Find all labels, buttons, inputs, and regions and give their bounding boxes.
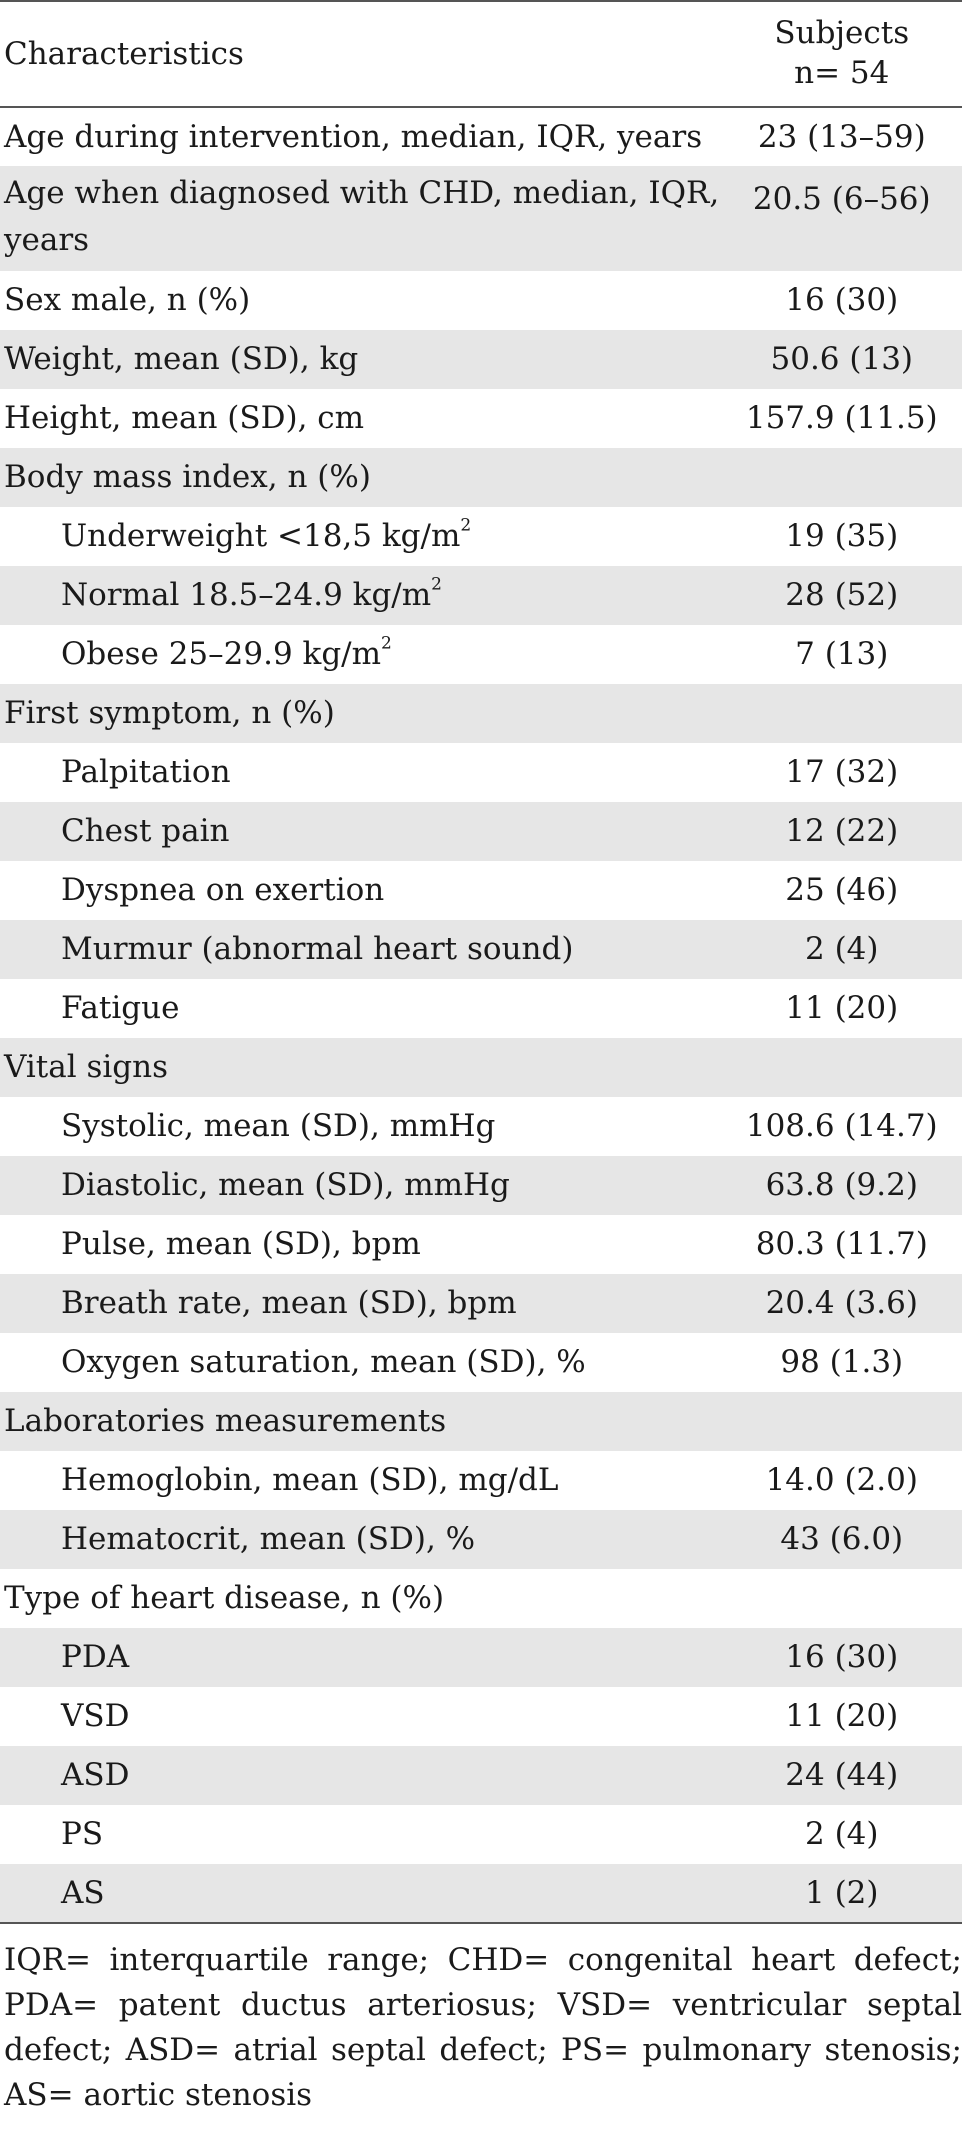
table-row bbox=[0, 330, 962, 389]
table-row bbox=[0, 861, 962, 920]
row-value: 24 (44) bbox=[722, 1746, 962, 1805]
row-value: 43 (6.0) bbox=[722, 1510, 962, 1569]
unit-superscript: 2 bbox=[381, 633, 392, 654]
table-row bbox=[0, 507, 962, 566]
table-row bbox=[0, 920, 962, 979]
row-label: Palpitation bbox=[61, 754, 231, 791]
row-value: 16 (30) bbox=[785, 282, 899, 319]
table-row bbox=[0, 1274, 962, 1333]
table-row bbox=[0, 1215, 962, 1274]
section-label: Vital signs bbox=[0, 1038, 722, 1097]
table-row bbox=[0, 625, 962, 684]
characteristics-header: Characteristics bbox=[0, 1, 722, 107]
section-row-first-symptom bbox=[0, 684, 962, 743]
table-row bbox=[0, 1805, 962, 1864]
row-value: 14.0 (2.0) bbox=[765, 1462, 918, 1499]
row-value: 16 (30) bbox=[722, 1628, 962, 1687]
row-label: Breath rate, mean (SD), bpm bbox=[0, 1274, 722, 1333]
row-value: 20.5 (6–56) bbox=[722, 166, 962, 271]
row-label: Age during intervention, median, IQR, years bbox=[4, 118, 703, 155]
section-label: Type of heart disease, n (%) bbox=[4, 1580, 445, 1617]
row-value: 1 (2) bbox=[722, 1864, 962, 1923]
row-label: Oxygen saturation, mean (SD), % bbox=[61, 1344, 586, 1381]
section-row-body-mass-index bbox=[0, 448, 962, 507]
table-row bbox=[0, 107, 962, 166]
row-label-text: Normal 18.5–24.9 kg/m bbox=[61, 577, 432, 614]
table-body bbox=[0, 107, 962, 1923]
row-value bbox=[722, 1392, 962, 1451]
row-value: 20.4 (3.6) bbox=[722, 1274, 962, 1333]
row-value: 25 (46) bbox=[785, 872, 899, 909]
row-value bbox=[722, 1038, 962, 1097]
row-value: 2 (4) bbox=[805, 1816, 879, 1853]
table-row bbox=[0, 271, 962, 330]
section-label: First symptom, n (%) bbox=[0, 684, 722, 743]
table-row bbox=[0, 979, 962, 1038]
section-row-laboratories bbox=[0, 1392, 962, 1451]
table-row bbox=[0, 1687, 962, 1746]
subjects-header-line2: n= 54 bbox=[794, 55, 890, 91]
section-row-vital-signs bbox=[0, 1038, 962, 1097]
row-label: Age when diagnosed with CHD, median, IQR, years bbox=[0, 166, 722, 271]
row-label bbox=[0, 507, 722, 566]
table-footnote: IQR= interquartile range; CHD= congenital heart defect; PDA= patent ductus arteriosus; VSD= ventricular septal defect; ASD= atrial septal defect; PS= pulmonary stenosis; AS= aortic stenosis bbox=[4, 1942, 962, 2113]
table-row bbox=[0, 1864, 962, 1923]
table-row bbox=[0, 1510, 962, 1569]
table-row bbox=[0, 389, 962, 448]
row-label: PDA bbox=[0, 1628, 722, 1687]
row-value bbox=[722, 1569, 962, 1628]
row-value bbox=[722, 684, 962, 743]
row-value: 19 (35) bbox=[785, 518, 899, 555]
row-label: VSD bbox=[61, 1698, 130, 1735]
row-value: 12 (22) bbox=[722, 802, 962, 861]
row-value bbox=[722, 448, 962, 507]
table-row bbox=[0, 1451, 962, 1510]
row-label-text: Obese 25–29.9 kg/m bbox=[61, 636, 382, 673]
row-label bbox=[0, 625, 722, 684]
row-label: Murmur (abnormal heart sound) bbox=[0, 920, 722, 979]
row-value: 11 (20) bbox=[785, 990, 899, 1027]
row-label: PS bbox=[61, 1816, 104, 1853]
row-label: Diastolic, mean (SD), mmHg bbox=[0, 1156, 722, 1215]
table-row bbox=[0, 1746, 962, 1805]
table-row bbox=[0, 743, 962, 802]
row-label: Chest pain bbox=[0, 802, 722, 861]
subjects-header-line1: Subjects bbox=[774, 15, 910, 52]
unit-superscript: 2 bbox=[431, 574, 442, 595]
section-row-heart-disease bbox=[0, 1569, 962, 1628]
table-row bbox=[0, 1628, 962, 1687]
row-label: Fatigue bbox=[61, 990, 180, 1027]
row-value: 17 (32) bbox=[785, 754, 899, 791]
section-label: Body mass index, n (%) bbox=[0, 448, 722, 507]
section-label: Laboratories measurements bbox=[0, 1392, 722, 1451]
row-label: Systolic, mean (SD), mmHg bbox=[61, 1108, 496, 1145]
table-row bbox=[0, 1156, 962, 1215]
row-value: 11 (20) bbox=[785, 1698, 899, 1735]
row-label-text: Underweight <18,5 kg/m bbox=[61, 518, 461, 555]
row-value: 108.6 (14.7) bbox=[745, 1108, 938, 1145]
row-value: 50.6 (13) bbox=[722, 330, 962, 389]
row-label: Sex male, n (%) bbox=[4, 282, 251, 319]
row-value: 98 (1.3) bbox=[780, 1344, 904, 1381]
unit-superscript: 2 bbox=[460, 515, 472, 536]
row-label bbox=[0, 566, 722, 625]
row-value: 7 (13) bbox=[795, 636, 889, 673]
row-label: Height, mean (SD), cm bbox=[4, 400, 365, 437]
table-row bbox=[0, 802, 962, 861]
row-value: 80.3 (11.7) bbox=[755, 1226, 928, 1263]
row-label: Weight, mean (SD), kg bbox=[0, 330, 722, 389]
header-row bbox=[0, 1, 962, 107]
table-row bbox=[0, 166, 962, 271]
table-header bbox=[0, 1, 962, 107]
table-row bbox=[0, 566, 962, 625]
table-row bbox=[0, 1097, 962, 1156]
row-value: 2 (4) bbox=[722, 920, 962, 979]
row-label: ASD bbox=[0, 1746, 722, 1805]
row-label: Dyspnea on exertion bbox=[61, 872, 385, 909]
row-value: 157.9 (11.5) bbox=[745, 400, 938, 437]
subjects-header bbox=[722, 1, 962, 107]
row-label: Hematocrit, mean (SD), % bbox=[0, 1510, 722, 1569]
row-value: 63.8 (9.2) bbox=[722, 1156, 962, 1215]
row-label: AS bbox=[0, 1864, 722, 1923]
row-value: 23 (13–59) bbox=[757, 118, 926, 155]
row-label: Pulse, mean (SD), bpm bbox=[61, 1226, 421, 1263]
row-value: 28 (52) bbox=[722, 566, 962, 625]
row-label: Hemoglobin, mean (SD), mg/dL bbox=[61, 1462, 559, 1499]
table-row bbox=[0, 1333, 962, 1392]
